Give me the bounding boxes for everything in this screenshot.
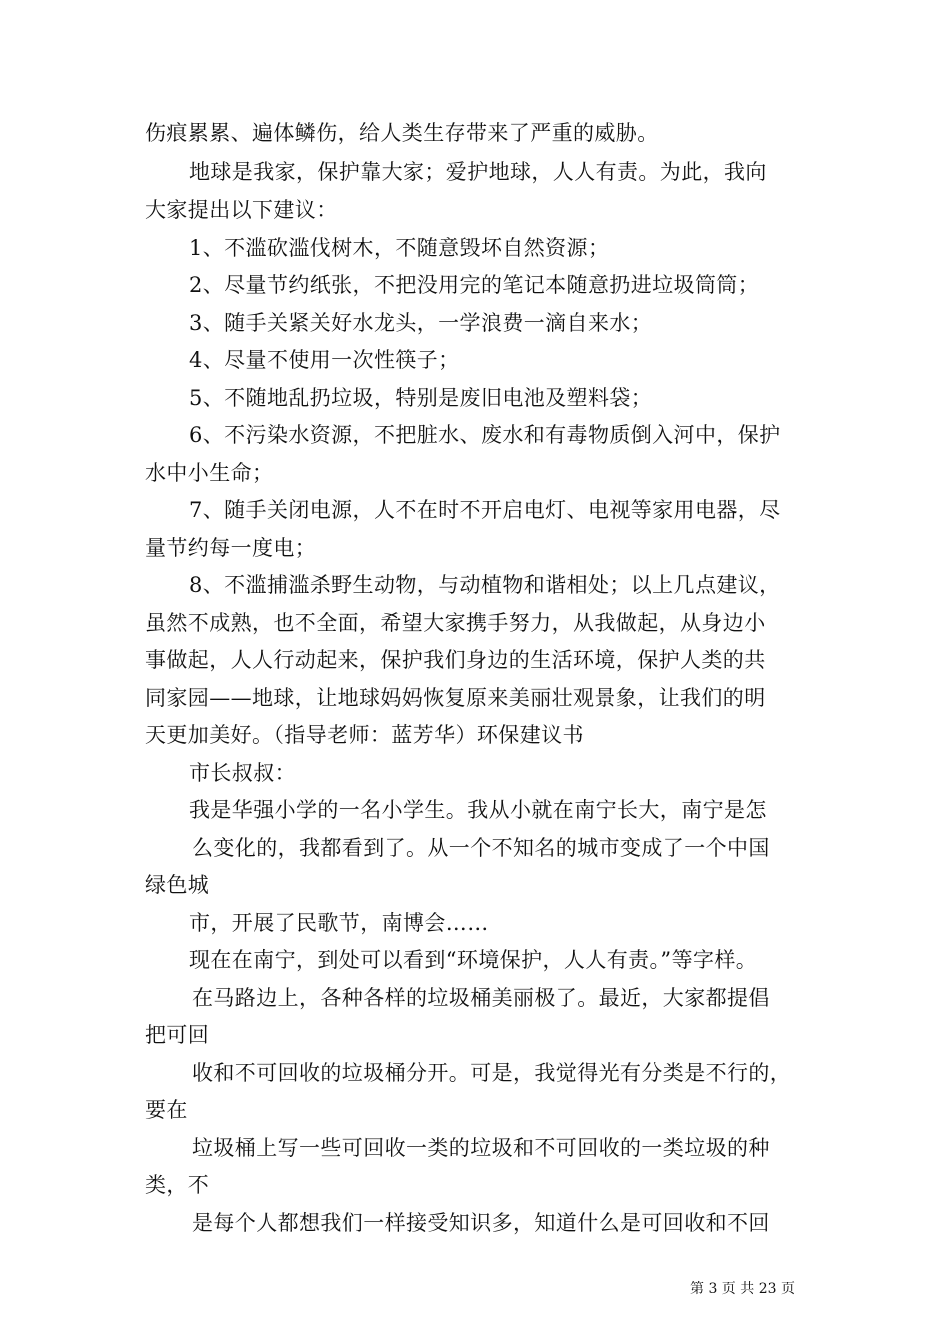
text-line: 6、不污染水资源，不把脏水、废水和有毒物质倒入河中，保护 [189, 423, 781, 447]
text-line: 地球是我家，保护靠大家；爱护地球，人人有责。为此，我向 [189, 160, 767, 184]
text-line: 伤痕累累、遍体鳞伤，给人类生存带来了严重的威胁。 [145, 121, 659, 145]
text-line: 市，开展了民歌节，南博会…… [189, 911, 489, 935]
text-line: 在马路边上，各种各样的垃圾桶美丽极了。最近，大家都提倡 [192, 986, 770, 1010]
text-line: 把可回 [145, 1023, 210, 1047]
text-line: 7、随手关闭电源，人不在时不开启电灯、电视等家用电器，尽 [189, 498, 781, 522]
text-line: 类，不 [145, 1173, 210, 1197]
text-line: 水中小生命； [145, 461, 274, 485]
text-line: 市长叔叔： [189, 761, 296, 785]
text-line: 同家园——地球，让地球妈妈恢复原来美丽壮观景象，让我们的明 [145, 686, 766, 710]
text-line: 现在在南宁，到处可以看到“环境保护，人人有责。”等字样。 [189, 948, 758, 972]
text-line: 我是华强小学的一名小学生。我从小就在南宁长大，南宁是怎 [189, 798, 767, 822]
text-line: 1、不滥砍滥伐树木，不随意毁坏自然资源； [189, 236, 610, 260]
text-line: 事做起，人人行动起来，保护我们身边的生活环境，保护人类的共 [145, 648, 766, 672]
text-line: 虽然不成熟，也不全面，希望大家携手努力，从我做起，从身边小 [145, 611, 766, 635]
text-line: 4、尽量不使用一次性筷子； [189, 348, 460, 372]
text-line: 8、不滥捕滥杀野生动物，与动植物和谐相处；以上几点建议， [189, 573, 781, 597]
text-line: 3、随手关紧关好水龙头，一学浪费一滴自来水； [189, 311, 653, 335]
text-line: 么变化的，我都看到了。从一个不知名的城市变成了一个中国 [192, 836, 770, 860]
text-line: 要在 [145, 1098, 188, 1122]
text-line: 是每个人都想我们一样接受知识多，知道什么是可回收和不回 [192, 1211, 770, 1235]
page-number: 第 3 页 共 23 页 [690, 1281, 795, 1297]
text-line: 垃圾桶上写一些可回收一类的垃圾和不可回收的一类垃圾的种 [192, 1136, 770, 1160]
text-line: 5、不随地乱扔垃圾，特别是废旧电池及塑料袋； [189, 386, 653, 410]
text-line: 绿色城 [145, 873, 210, 897]
text-line: 收和不可回收的垃圾桶分开。可是，我觉得光有分类是不行的， [192, 1061, 792, 1085]
text-line: 2、尽量节约纸张，不把没用完的笔记本随意扔进垃圾筒筒； [189, 273, 760, 297]
text-line: 大家提出以下建议： [145, 198, 338, 222]
text-line: 量节约每一度电； [145, 536, 317, 560]
text-line: 天更加美好。（指导老师：蓝芳华）环保建议书 [145, 723, 584, 747]
